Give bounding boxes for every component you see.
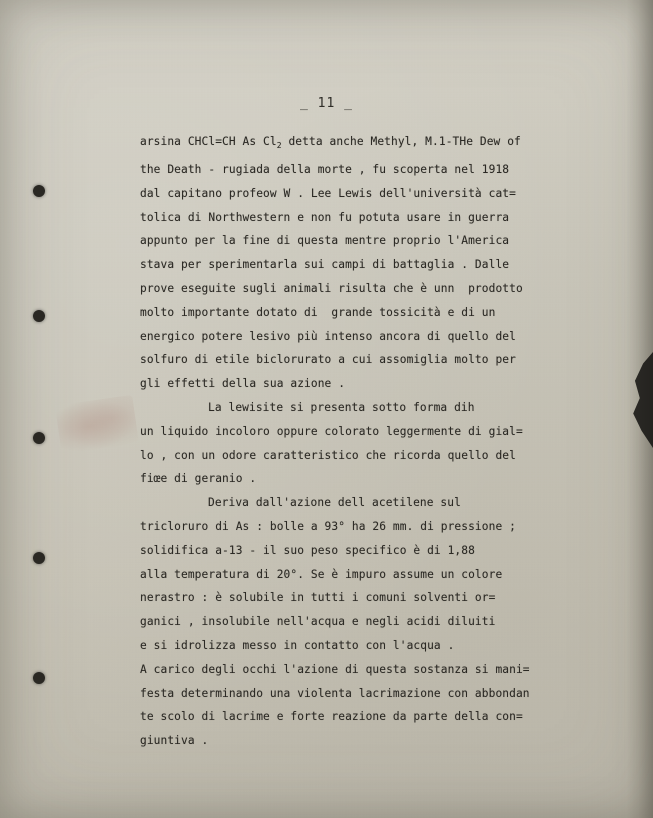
text-line: the Death - rugiada della morte , fu scoperta nel 1918: [140, 163, 510, 177]
text-line: tricloruro di As : bolle a 93° ha 26 mm. di pressione ;: [140, 519, 516, 533]
punch-hole: [33, 432, 45, 444]
text-line: stava per sperimentarla sui campi di battaglia . Dalle: [140, 258, 510, 272]
text-line: La lewisite si presenta sotto forma dih: [208, 401, 475, 414]
text-line: lo , con un odore caratteristico che ricorda quello del: [140, 448, 516, 462]
text-line: dal capitano profeow W . Lee Lewis dell'università cat=: [140, 186, 516, 200]
text-line: fiœe di geranio .: [140, 472, 257, 486]
text-line: e si idrolizza messo in contatto con l'acqua .: [140, 638, 455, 652]
punch-hole: [33, 310, 45, 322]
text-line: energico potere lesivo più intenso ancora di quello del: [140, 329, 516, 343]
text-line: molto importante dotato di grande tossicità e di un: [140, 305, 496, 319]
typewritten-body-text: [140, 130, 576, 753]
text-line: tolica di Northwestern e non fu potuta usare in guerra: [140, 210, 510, 224]
text-line: festa determinando una violenta lacrimazione con abbondan: [140, 686, 530, 700]
text-line: arsina CHCl=CH As $Cl_2$ detta anche Methyl, M.1-THe Dew of: [140, 135, 521, 151]
text-line: nerastro : è solubile in tutti i comuni solventi or=: [140, 591, 496, 605]
text-line: solfuro di etile biclorurato a cui assomiglia molto per: [140, 353, 516, 367]
text-line: Deriva dall'azione dell acetilene sul: [208, 496, 461, 510]
text-line: gli effetti della sua azione .: [140, 377, 346, 391]
text-line: solidifica a-13 - il suo peso specifico è di 1,88: [140, 543, 475, 557]
text-line: un liquido incoloro oppure colorato leggermente di gial=: [140, 424, 523, 438]
punch-hole: [33, 552, 45, 564]
punch-hole: [33, 185, 45, 197]
punch-hole: [33, 672, 45, 684]
text-line: A carico degli occhi l'azione di questa sostanza si mani=: [140, 662, 530, 676]
text-line: appunto per la fine di questa mentre proprio l'America: [140, 234, 510, 248]
text-line: ganici , insolubile nell'acqua e negli acidi diluiti: [140, 615, 496, 629]
text-line: alla temperatura di 20°. Se è impuro assume un colore: [140, 567, 503, 581]
text-line: prove eseguite sugli animali risulta che è unn prodotto: [140, 282, 523, 296]
text-line: giuntiva .: [140, 734, 209, 748]
text-line: te scolo di lacrime e forte reazione da parte della con=: [140, 710, 523, 724]
page-number: _ 11 _: [300, 96, 353, 111]
